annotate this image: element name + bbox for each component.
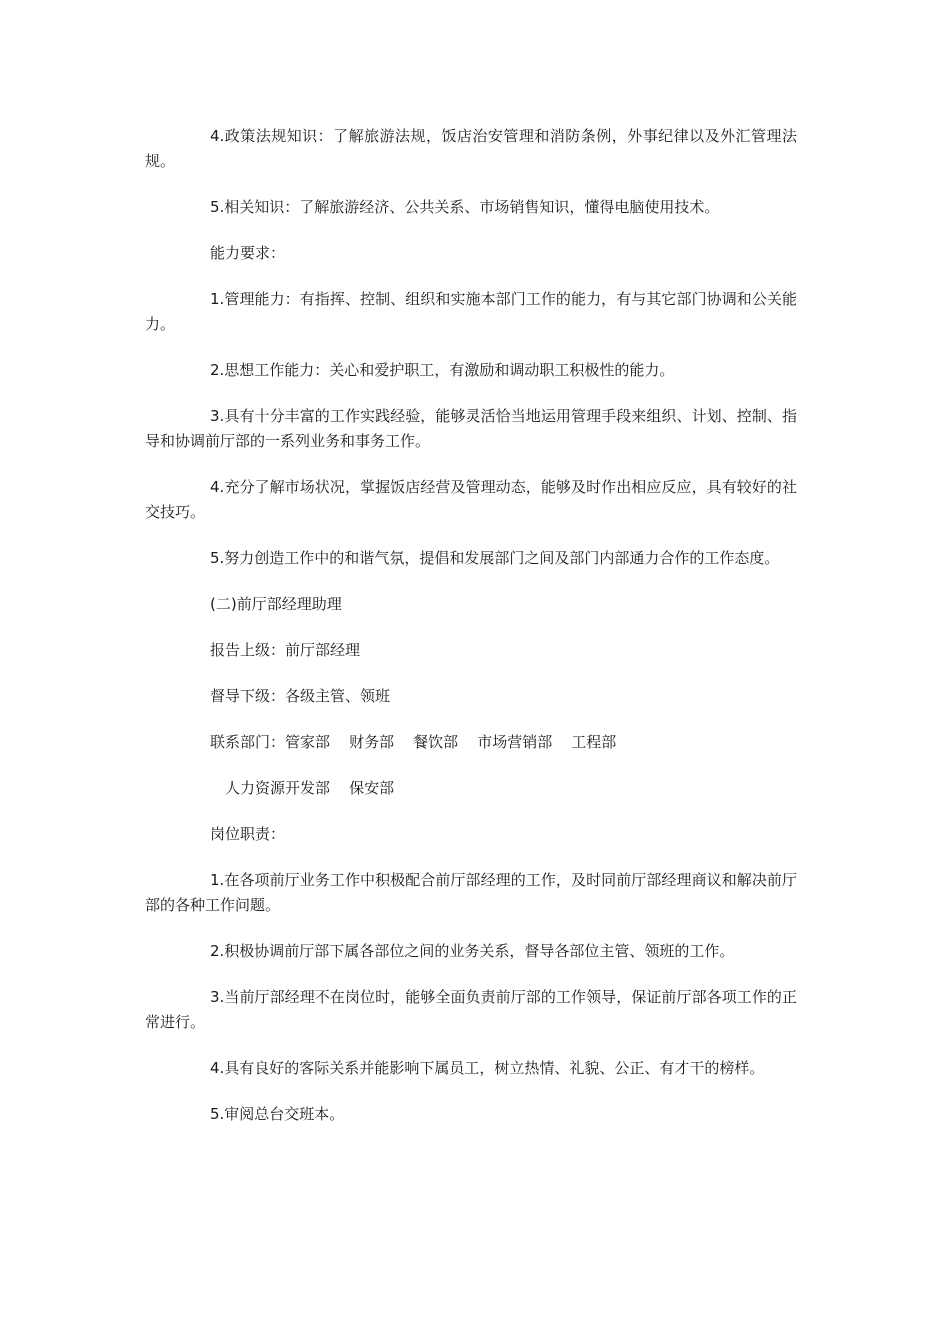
- paragraph-reports-to: 报告上级：前厅部经理: [210, 641, 361, 659]
- paragraph-management-ability: 1.管理能力：有指挥、控制、组织和实施本部门工作的能力，有与其它部门协调和公关能力。: [145, 290, 797, 333]
- heading-ability-requirements: 能力要求：: [210, 244, 286, 262]
- section-heading-assistant-manager: (二)前厅部经理助理: [210, 595, 342, 613]
- paragraph-duty-1: 1.在各项前厅业务工作中积极配合前厅部经理的工作，及时同前厅部经理商议和解决前厅部的各种工作问题。: [145, 871, 797, 914]
- paragraph-duty-4: 4.具有良好的客际关系并能影响下属员工，树立热情、礼貌、公正、有才干的榜样。: [210, 1059, 765, 1077]
- paragraph-duty-5: 5.审阅总台交班本。: [210, 1105, 345, 1123]
- paragraph-liaison-departments: 联系部门：管家部 财务部 餐饮部 市场营销部 工程部: [210, 733, 617, 751]
- paragraph-harmonious-atmosphere: 5.努力创造工作中的和谐气氛，提倡和发展部门之间及部门内部通力合作的工作态度。: [210, 549, 780, 567]
- paragraph-practical-experience: 3.具有十分丰富的工作实践经验，能够灵活恰当地运用管理手段来组织、计划、控制、指导和协调前厅部的一系列业务和事务工作。: [145, 407, 797, 450]
- paragraph-duty-3: 3.当前厅部经理不在岗位时，能够全面负责前厅部的工作领导，保证前厅部各项工作的正常进行。: [145, 988, 797, 1031]
- paragraph-liaison-departments-cont: 人力资源开发部 保安部: [225, 779, 395, 797]
- heading-job-duties: 岗位职责：: [210, 825, 286, 843]
- paragraph-related-knowledge: 5.相关知识：了解旅游经济、公共关系、市场销售知识，懂得电脑使用技术。: [210, 198, 720, 216]
- paragraph-market-awareness: 4.充分了解市场状况，掌握饭店经营及管理动态，能够及时作出相应反应，具有较好的社交技巧。: [145, 478, 797, 521]
- paragraph-ideological-work-ability: 2.思想工作能力：关心和爱护职工，有激励和调动职工积极性的能力。: [210, 361, 675, 379]
- paragraph-policy-knowledge: 4.政策法规知识：了解旅游法规，饭店治安管理和消防条例，外事纪律以及外汇管理法规。: [145, 127, 797, 170]
- paragraph-duty-2: 2.积极协调前厅部下属各部位之间的业务关系，督导各部位主管、领班的工作。: [210, 942, 735, 960]
- paragraph-supervises: 督导下级：各级主管、领班: [210, 687, 391, 705]
- document-body: [145, 124, 797, 1148]
